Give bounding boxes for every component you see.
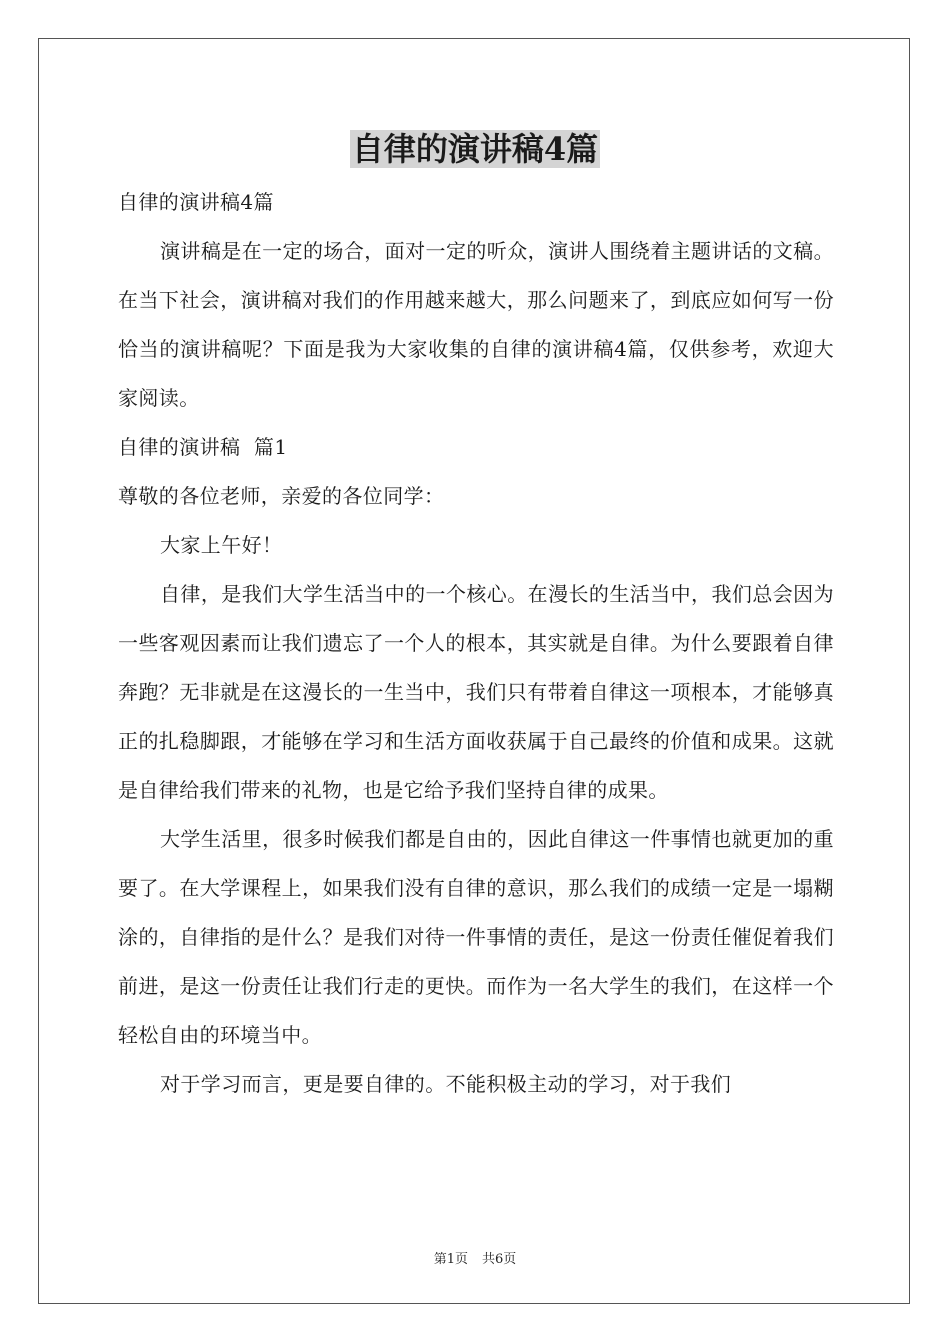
body-paragraph-1: 自律，是我们大学生活当中的一个核心。在漫长的生活当中，我们总会因为一些客观因素而让我们遗忘了一个人的根本，其实就是自律。为什么要跟着自律奔跑？无非就是在这漫长的一生当中，我们只有带着自律这一项根本，才能够真正的扎稳脚跟，才能够在学习和生活方面收获属于自己最终的价值和成果。这就是自律给我们带来的礼物，也是它给予我们坚持自律的成果。 [118,582,834,802]
document-title-text: 自律的演讲稿4篇 [351,130,599,168]
page-number: 第1页 [433,1252,468,1267]
salutation: 尊敬的各位老师，亲爱的各位同学： [118,484,445,508]
body-paragraph-2: 大学生活里，很多时候我们都是自由的，因此自律这一件事情也就更加的重要了。在大学课程上，如果我们没有自律的意识，那么我们的成绩一定是一塌糊涂的，自律指的是什么？是我们对待一件事情的责任，是这一份责任催促着我们前进，是这一份责任让我们行走的更快。而作为一名大学生的我们，在这样一个轻松自由的环境当中。 [118,827,834,1047]
body-paragraph-3: 对于学习而言，更是要自律的。不能积极主动的学习，对于我们 [160,1072,732,1096]
intro-paragraph: 演讲稿是在一定的场合，面对一定的听众，演讲人围绕着主题讲话的文稿。在当下社会，演讲稿对我们的作用越来越大，那么问题来了，到底应如何写一份恰当的演讲稿呢？下面是我为大家收集的自律的演讲稿4篇，仅供参考，欢迎大家阅读。 [118,239,834,410]
page-total: 共6页 [482,1252,517,1267]
greeting: 大家上午好！ [160,533,283,557]
section-heading: 自律的演讲稿 篇1 [118,435,288,459]
page-footer [0,1248,950,1267]
document-subtitle: 自律的演讲稿4篇 [118,190,274,214]
document-title [0,127,950,171]
document-body [118,178,834,1109]
